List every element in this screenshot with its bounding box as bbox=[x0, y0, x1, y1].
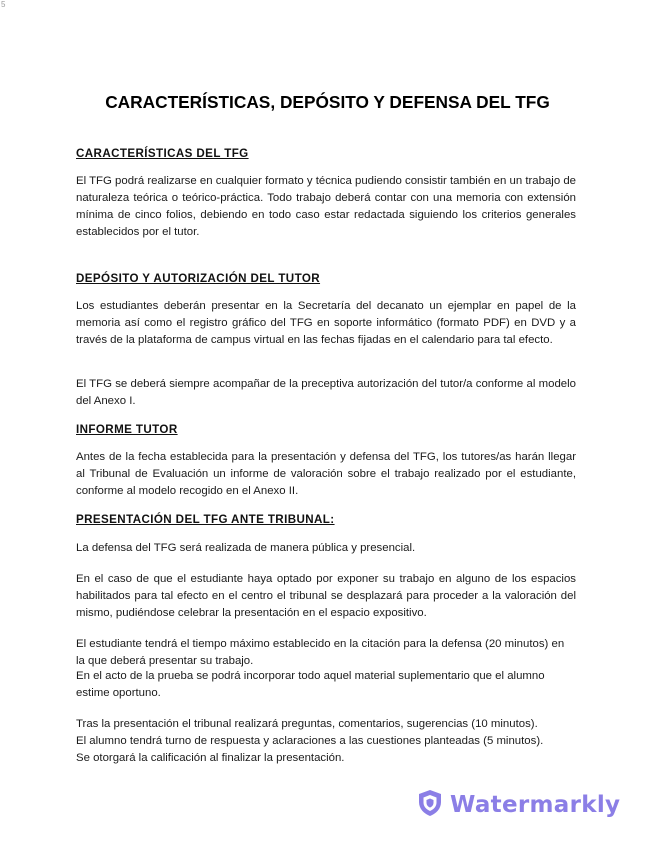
section-heading-presentacion: PRESENTACIÓN DEL TFG ANTE TRIBUNAL: bbox=[76, 513, 335, 526]
section-heading-informe-tutor: INFORME TUTOR bbox=[76, 423, 178, 436]
paragraph-deposito-autorizacion: El TFG se deberá siempre acompañar de la preceptiva autorización del tutor/a conforme al modelo del Anexo I. bbox=[76, 378, 576, 408]
section-heading-caracteristicas: CARACTERÍSTICAS DEL TFG bbox=[76, 147, 249, 160]
document-title: CARACTERÍSTICAS, DEPÓSITO Y DEFENSA DEL TFG bbox=[105, 91, 550, 112]
section-heading-deposito: DEPÓSITO Y AUTORIZACIÓN DEL TUTOR bbox=[76, 272, 321, 285]
paragraph-caracteristicas: El TFG podrá realizarse en cualquier formato y técnica pudiendo consistir también en un trabajo de naturaleza teórica o teórico-práctica. Todo trabajo deberá contar con una memoria con extensión mínima de cinco folios, debiendo en todo caso estar redactada siguiendo los criterios generales establecidos por el tutor. bbox=[76, 175, 576, 239]
shield-icon bbox=[417, 789, 443, 822]
paragraph-preguntas-tribunal: Tras la presentación el tribunal realizará preguntas, comentarios, sugerencias (10 minutos). bbox=[76, 718, 538, 730]
watermark-text: Watermarkly bbox=[450, 792, 621, 818]
paragraph-defensa-publica: La defensa del TFG será realizada de manera pública y presencial. bbox=[76, 542, 416, 554]
paragraph-material-suplementario: En el acto de la prueba se podrá incorporar todo aquel material suplementario que el alumno estime oportuno. bbox=[76, 670, 545, 700]
watermark bbox=[417, 789, 620, 821]
paragraph-deposito-presentacion: Los estudiantes deberán presentar en la Secretaría del decanato un ejemplar en papel de la memoria así como el registro gráfico del TFG en soporte informático (formato PDF) en DVD y a través de la plataforma de campus virtual en las fechas fijadas en el calendario para tal efecto. bbox=[76, 300, 576, 347]
paragraph-turno-respuesta: El alumno tendrá turno de respuesta y aclaraciones a las cuestiones planteadas (5 minutos). bbox=[76, 735, 544, 747]
paragraph-informe-tutor: Antes de la fecha establecida para la presentación y defensa del TFG, los tutores/as harán llegar al Tribunal de Evaluación un informe de valoración sobre el trabajo realizado por el estudiante, conforme al modelo recogido en el Anexo II. bbox=[76, 451, 576, 498]
paragraph-espacios-habilitados: En el caso de que el estudiante haya optado por exponer su trabajo en alguno de los espacios habilitados para tal efecto en el centro el tribunal se desplazará para proceder a la valoración del mismo, pudiéndose celebrar la presentación en el espacio expositivo. bbox=[76, 573, 576, 620]
page-marker: 5 bbox=[1, 0, 6, 9]
paragraph-calificacion: Se otorgará la calificación al finalizar la presentación. bbox=[76, 752, 345, 764]
paragraph-tiempo-maximo: El estudiante tendrá el tiempo máximo establecido en la citación para la defensa (20 minutos) en la que deberá presentar su trabajo. bbox=[76, 638, 565, 668]
